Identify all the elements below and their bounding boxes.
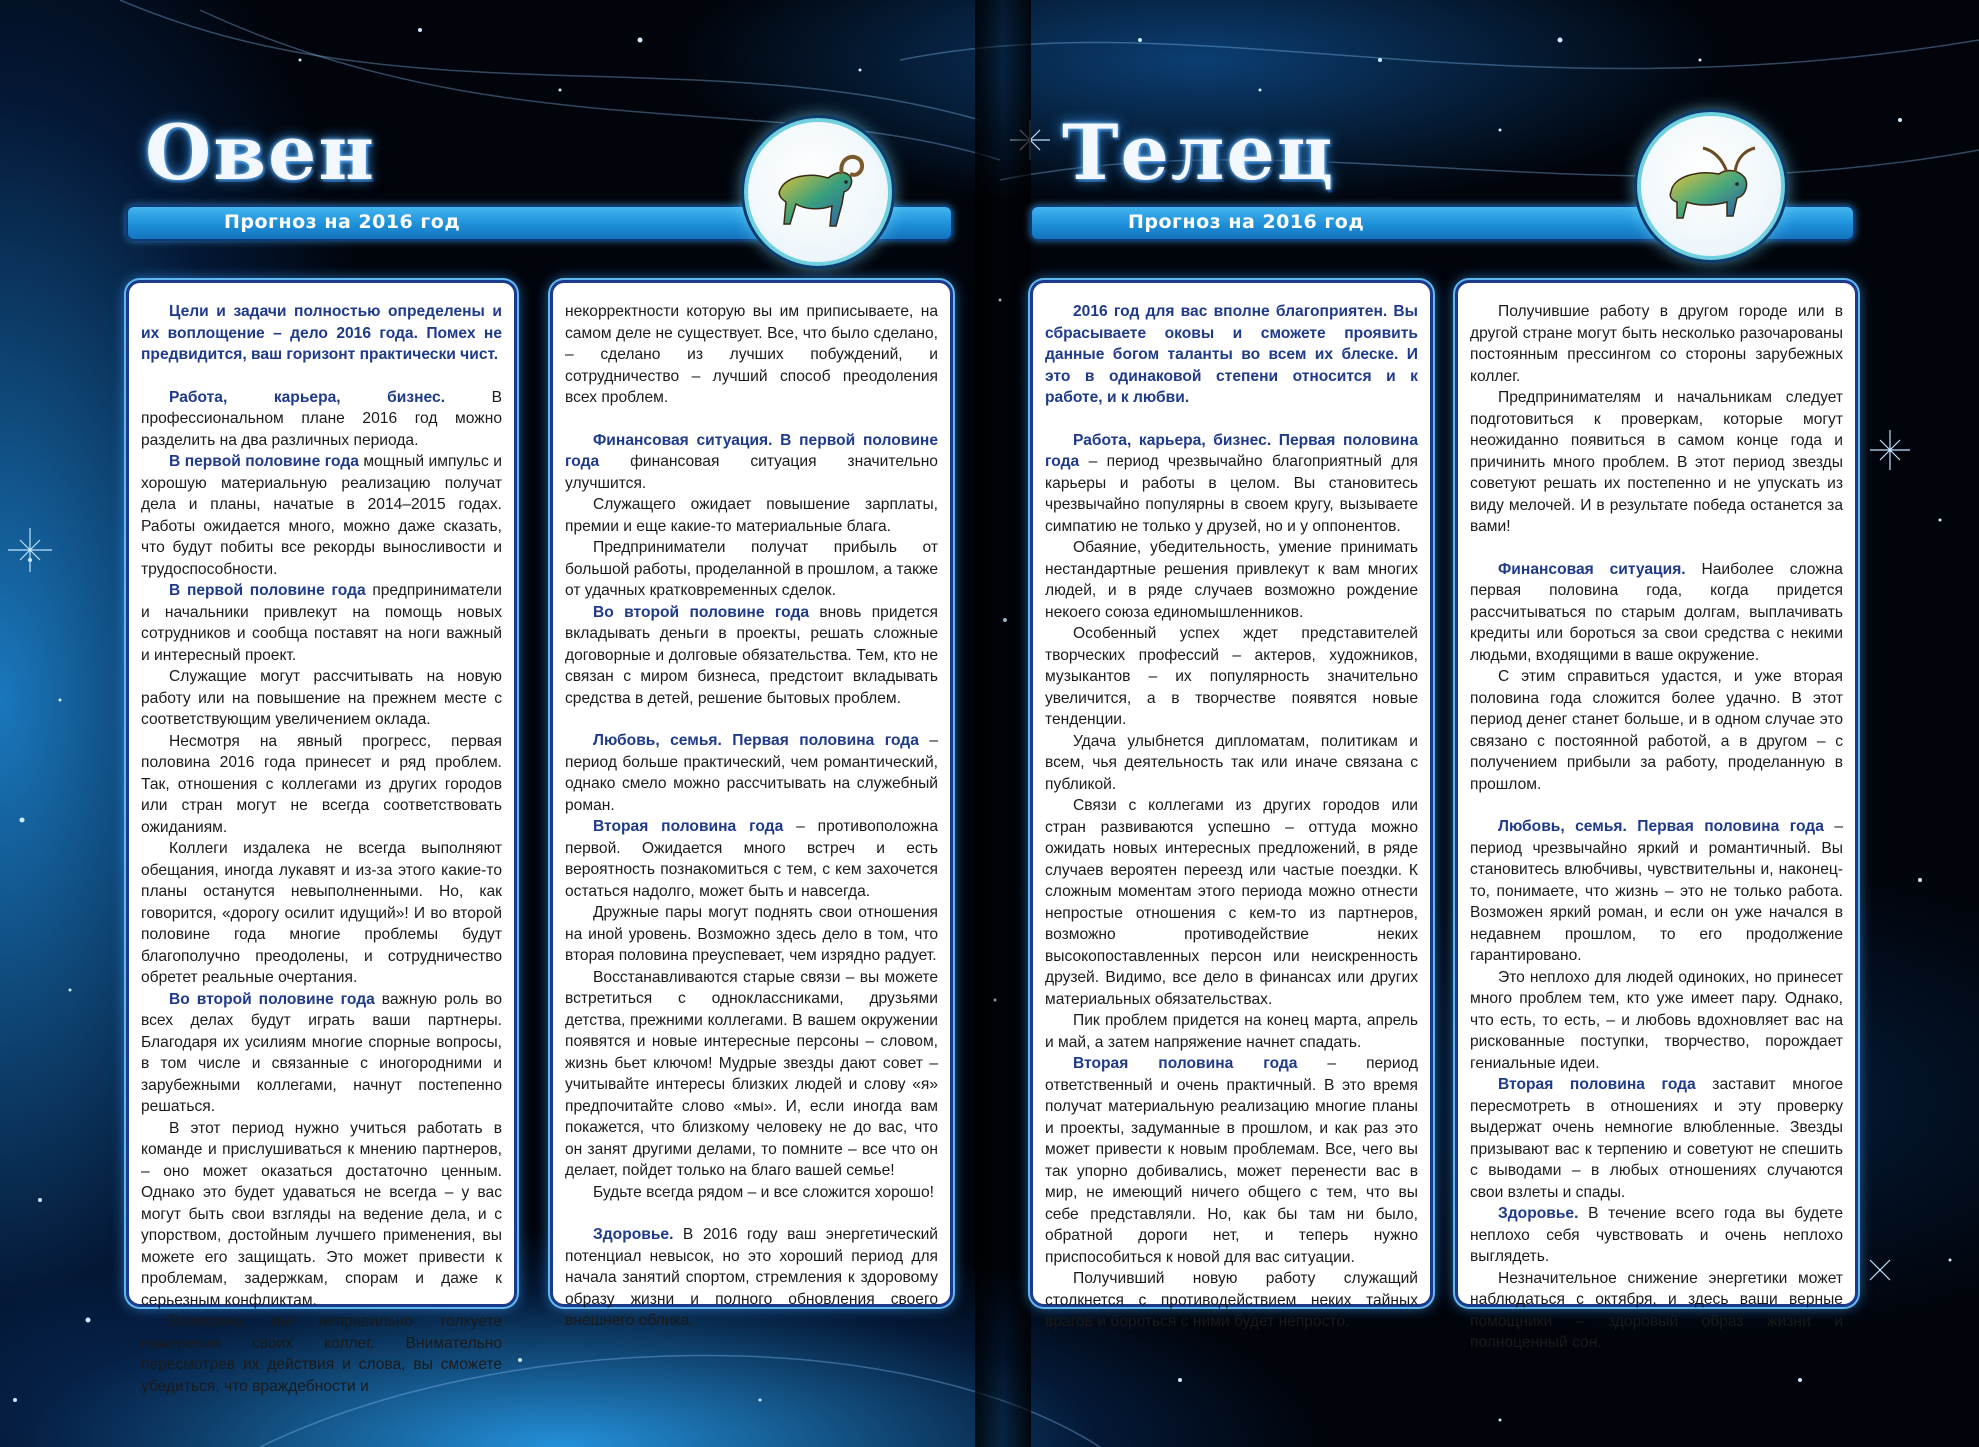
paragraph: Служащие могут рассчитывать на новую работу или на повышение на прежнем месте с соответствующим увеличением оклада. (141, 668, 502, 728)
paragraph: Служащего ожидает повышение зарплаты, премии и еще какие-то материальные блага. (565, 496, 938, 535)
taurus-column-1: 2016 год для вас вполне благоприятен. Вы сбрасываете оковы и сможете проявить данные богом таланты во всем их блеске. И это в одинаковой степени относится и к работе, и к любви. Работа, карьера, бизнес. Первая половина года – период чрезвычайно благоприятный для карьеры и работы в целом. Вы становитесь чрезвычайно популярны в своем кругу, вызываете симпатию не только у друзей, но и у оппонентов. Обаяние, убедительность, умение принимать нестандартные решения привлекут к вам многих людей, и в ряде случаев возможно рождение некоего союза единомышленников. Особенный успех ждет представителей творческих профессий – актеров, художников, музыкантов – их популярность значительно увеличится, а в творчестве появятся новые тенденции. Удача улыбнется дипломатам, политикам и всем, чья деятельность так или иначе связана с публикой. Связи с коллегами из других городов или стран развиваются успешно – оттуда можно ожидать новых интересных предложений, в ряде случаев вероятен переезд или частые поездки. К сложным моментам этого периода можно отнести непростые отношения с кем-то из партнеров, возможно противодействие неких высокопоставленных персон или неискренность друзей. Видимо, все дело в финансах или других материальных обязательствах. Пик проблем придется на конец марта, апрель и май, а затем напряжение начнет спадать. Вторая половина года – период ответственный и очень практичный. В это время получат материальную реализацию многие планы и проекты, задуманные в прошлом, и как раз это может привести к новым проблемам. Все, чего вы так упорно добивались, может перенести вас в мир, не имеющий ничего общего с тем, что вы себе представляли. Но, как бы там ни было, обратной дороги нет, и теперь нужно приспособиться к новой для вас ситуации. Получивший новую работу служащий столкнется с противодействием неких тайных врагов и бороться с ними будет непросто. (1030, 280, 1433, 1307)
section-heading: Здоровье. (1498, 1205, 1579, 1222)
paragraph: Удача улыбнется дипломатам, политикам и всем, чья деятельность так или иначе связана с публикой. (1045, 732, 1418, 793)
section-heading: Работа, карьера, бизнес. (169, 388, 446, 406)
taurus-column-2: Получившие работу в другом городе или в другой стране могут быть несколько разочарованы постоянным прессингом со стороны зарубежных коллег. Предпринимателям и начальникам следует подготовиться к проверкам, которые могут неожиданно появиться в самом конце года и причинить много проблем. В этот период звезды советуют решать их постепенно и не упускать из виду мелочей. И в результате победа останется за вами! Финансовая ситуация. Наиболее сложна первая половина года, когда придется рассчитываться по старым долгам, выплачивать кредиты или бороться за свои средства с некими людьми, входящими в ваше окружение. С этим справиться удастся, и уже вторая половина года сложится более удачно. В этот период денег станет больше, и в одном случае это связано с постоянной работой, а в другом – с получением прибыли за работу, проделанную в прошлом. Любовь, семья. Первая половина года – период чрезвычайно яркий и романтичный. Вы становитесь влюбчивы, чувствительны и, наконец-то, понимаете, что жизнь – это не только работа. Возможен яркий роман, и если он уже начался в недавнем прошлом, то его продолжение гарантировано. Это неплохо для людей одиноких, но принесет много проблем тем, кто уже имеет пару. Однако, что есть, то есть, – и любовь вдохновляет вас на рискованные поступки, творчество, порождает гениальные идеи. Вторая половина года заставит многое пересмотреть в отношениях и эту проверку выдержат очень немногие влюбленные. Звезды призывают вас к терпению и советуют не спешить с выводами – в любых отношениях случаются свои взлеты и спады. Здоровье. В течение всего года вы будете неплохо себя чувствовать и очень неплохо выглядеть. Незначительное снижение энергетики может наблюдаться с октября, и здесь ваши верные помощники – здоровый образ жизни и полноценный сон. (1455, 280, 1858, 1307)
section-heading: Финансовая ситуация. В первой половине года (565, 431, 938, 470)
paragraph: Это неплохо для людей одиноких, но принесет много проблем тем, кто уже имеет пару. Однако, что есть, то есть, – и любовь вдохновляет вас на рискованные поступки, творчество, порождает гениальные идеи. (1470, 968, 1843, 1072)
paragraph: Особенный успех ждет представителей творческих профессий – актеров, художников, музыкантов – их популярность значительно увеличится, а в творчестве появятся новые тенденции. (1045, 625, 1418, 728)
taurus-lead: 2016 год для вас вполне благоприятен. Вы сбрасываете оковы и сможете проявить данные богом таланты во всем их блеске. И это в одинаковой степени относится и к работе, и к любви. (1045, 303, 1418, 406)
paragraph: Незначительное снижение энергетики может наблюдаться с октября, и здесь ваши верные помощники – здоровый образ жизни и полноценный сон. (1470, 1269, 1843, 1351)
paragraph: Предприниматели получат прибыль от большой работы, проделанной в прошлом, а также от удачных кратковременных сделок. (565, 539, 938, 599)
aries-column-2: некорректности которую вы им приписываете, на самом деле не существует. Все, что было сделано, – сделано из лучших побуждений, и сотрудничество – лучший способ преодоления всех проблем. Финансовая ситуация. В первой половине года финансовая ситуация значительно улучшится. Служащего ожидает повышение зарплаты, премии и еще какие-то материальные блага. Предприниматели получат прибыль от большой работы, проделанной в прошлом, а также от удачных кратковременных сделок. Во второй половине года вновь придется вкладывать деньги в проекты, решать сложные договорные и долговые обязательства. Тем, кто не связан с миром бизнеса, предстоит вкладывать средства в детей, решение бытовых проблем. Любовь, семья. Первая половина года – период больше практический, чем романтический, однако смело можно рассчитывать на служебный роман. Вторая половина года – противоположна первой. Ожидается много встреч и есть вероятность познакомиться с тем, с кем захочется остаться надолго, может быть и навсегда. Дружные пары могут поднять свои отношения на иной уровень. Возможно здесь дело в том, что вторая половина преуспевает, чем изрядно радует. Восстанавливаются старые связи – вы можете встретиться с одноклассниками, друзьями детства, прежними коллегами. В вашем окружении появятся и новые интересные персоны – словом, жизнь бьет ключом! Мудрые звезды дают совет – учитывайте интересы близких людей и слову «я» предпочитайте слово «мы». И, если иногда вам покажется, что близкому человеку не до вас, что он занят другими делами, то помните – все что он делает, пойдет только на благо вашей семье! Будьте всегда рядом – и все сложится хорошо! Здоровье. В 2016 году ваш энергетический потенциал невысок, но это хороший период для начала занятий спортом, стремления к здоровому образу жизни и полного обновления своего внешнего облика. (550, 280, 953, 1307)
aries-banner-label: Прогноз на 2016 год (224, 211, 461, 233)
section-heading: Здоровье. (593, 1226, 674, 1243)
paragraph: Дружные пары могут поднять свои отношения на иной уровень. Возможно здесь дело в том, что вторая половина преуспевает, чем изрядно радует. (565, 904, 938, 964)
paragraph: Получивший новую работу служащий столкнется с противодействием неких тайных врагов и бороться с ними будет непросто. (1045, 1270, 1418, 1330)
aries-title: Овен (145, 108, 376, 197)
paragraph: Связи с коллегами из других городов или стран развиваются успешно – оттуда можно ожидать новых интересных предложений, в ряде случаев вероятен переезд или частые поездки. К сложным моментам этого периода можно отнести непростые отношения с кем-то из партнеров, возможно противодействие неких высокопоставленных персон или неискренность друзей. Видимо, все дело в финансах или других материальных обязательствах. (1045, 797, 1418, 1008)
paragraph: Несмотря на явный прогресс, первая половина 2016 года принесет и ряд проблем. Так, отношения с коллегами из других городов или стран могут не всегда соответствовать ожиданиям. (141, 732, 502, 836)
paragraph: Пик проблем придется на конец марта, апрель и май, а затем напряжение начнет спадать. (1045, 1012, 1418, 1051)
section-heading: Финансовая ситуация. (1498, 560, 1686, 578)
aries-emblem (744, 118, 892, 266)
paragraph: Возможно, вы неправильно толкуете намерения своих коллег. Внимательно пересмотрев их действия и слова, вы сможете убедиться, что враждебности и (141, 1313, 502, 1395)
taurus-title: Телец (1062, 108, 1335, 197)
paragraph: Предпринимателям и начальникам следует подготовиться к проверкам, которые могут неожиданно появиться в самом конце года и причинить много проблем. В этот период звезды советуют решать их постепенно и не упускать из виду мелочей. И в результате победа останется за вами! (1470, 389, 1843, 535)
paragraph: В этот период нужно учиться работать в команде и прислушиваться к мнению партнеров, – оно может оказаться достаточно ценным. Однако это будет удаваться не всегда – у вас могут быть свои взгляды на ведение дела, и с упорством, достойным лучшего применения, вы можете его защищать. Это может привести к проблемам, задержкам, спорам и даже к серьезным конфликтам. (141, 1119, 502, 1309)
section-heading: Любовь, семья. Первая половина года (1498, 818, 1824, 835)
aries-ram-icon (758, 132, 878, 252)
section-heading: Работа, карьера, бизнес. Первая половина года (1045, 431, 1418, 470)
paragraph: Коллеги издалека не всегда выполняют обещания, иногда лукавят и из-за этого какие-то планы останутся невыполненными. Но, как говорится, «дорогу осилит идущий»! И во второй половине года многие проблемы будут благополучно преодолены, и сотрудничество обретет реальные очертания. (141, 840, 502, 986)
section-heading: Любовь, семья. Первая половина года (593, 732, 919, 749)
aries-column-1: Цели и задачи полностью определены и их воплощение – дело 2016 года. Помех не предвидится, ваш горизонт практически чист. Работа, карьера, бизнес. В профессиональном плане 2016 год можно разделить на два различных периода. В первой половине года мощный импульс и хорошую материальную реализацию получат дела и планы, начатые в 2014–2015 годах. Работы ожидается много, можно даже сказать, что будут побиты все рекорды выносливости и трудоспособности. В первой половине года предприниматели и начальники привлекут на помощь новых сотрудников и сообща поставят на ноги важный и интересный проект. Служащие могут рассчитывать на новую работу или на повышение на прежнем месте с соответствующим увеличением оклада. Несмотря на явный прогресс, первая половина 2016 года принесет и ряд проблем. Так, отношения с коллегами из других городов или стран могут не всегда соответствовать ожиданиям. Коллеги издалека не всегда выполняют обещания, иногда лукавят и из-за этого какие-то планы останутся невыполненными. Но, как говорится, «дорогу осилит идущий»! И во второй половине года многие проблемы будут благополучно преодолены, и сотрудничество обретет реальные очертания. Во второй половине года важную роль во всех делах будут играть ваши партнеры. Благодаря их усилиям многие спорные вопросы, в том числе и связанные с иногородними и зарубежными коллегами, начнут постепенно решаться. В этот период нужно учиться работать в команде и прислушиваться к мнению партнеров, – оно может оказаться достаточно ценным. Однако это будет удаваться не всегда – у вас могут быть свои взгляды на ведение дела, и с упорством, достойным лучшего применения, вы можете его защищать. Это может привести к проблемам, задержкам, спорам и даже к серьезным конфликтам. Возможно, вы неправильно толкуете намерения своих коллег. Внимательно пересмотрев их действия и слова, вы сможете убедиться, что враждебности и (126, 280, 517, 1307)
page-gutter (975, 0, 1031, 1447)
paragraph: Будьте всегда рядом – и все сложится хорошо! (593, 1183, 934, 1201)
paragraph: Восстанавливаются старые связи – вы можете встретиться с одноклассниками, друзьями детства, прежними коллегами. В вашем окружении появятся и новые интересные персоны – словом, жизнь бьет ключом! Мудрые звезды дают совет – учитывайте интересы близких людей и слову «я» предпочитайте слово «мы». И, если иногда вам покажется, что близкому человеку не до вас, что он занят другими делами, то помните – все что он делает, пойдет только на благо вашей семье! (565, 968, 938, 1179)
paragraph: Обаяние, убедительность, умение принимать нестандартные решения привлекут к вам многих людей, и в ряде случаев возможно рождение некоего союза единомышленников. (1045, 539, 1418, 621)
taurus-emblem (1637, 112, 1785, 260)
taurus-bull-icon (1651, 126, 1771, 246)
aries-lead: Цели и задачи полностью определены и их воплощение – дело 2016 года. Помех не предвидится, ваш горизонт практически чист. (141, 303, 502, 363)
paragraph: некорректности которую вы им приписываете, на самом деле не существует. Все, что было сделано, – сделано из лучших побуждений, и сотрудничество – лучший способ преодоления всех проблем. (565, 303, 938, 406)
paragraph: Получившие работу в другом городе или в другой стране могут быть несколько разочарованы постоянным прессингом со стороны зарубежных коллег. (1470, 303, 1843, 385)
paragraph: С этим справиться удастся, и уже вторая половина года сложится более удачно. В этот период денег станет больше, и в одном случае это связано с постоянной работой, а в другом – с получением прибыли за работу, проделанную в прошлом. (1470, 668, 1843, 793)
taurus-banner-label: Прогноз на 2016 год (1128, 211, 1365, 233)
